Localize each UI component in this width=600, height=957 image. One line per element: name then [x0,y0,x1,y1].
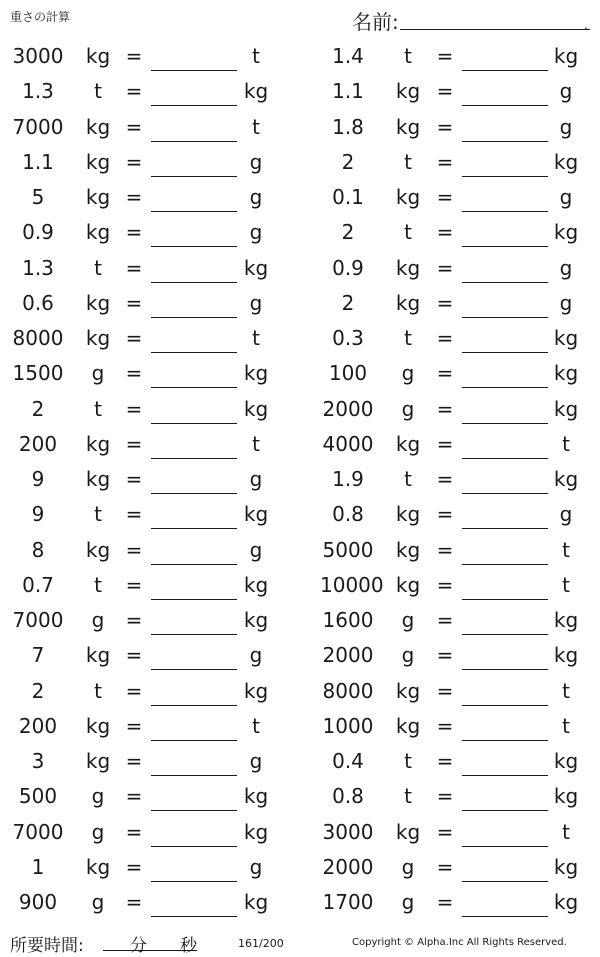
problem-value: 2000 [322,854,374,879]
equals-sign: = [436,290,454,315]
source-unit: g [401,890,415,914]
target-unit: t [252,713,260,738]
problem-value: 7000 [12,819,64,844]
name-dot: . [584,18,588,32]
answer-blank[interactable] [462,775,548,776]
problem-row [0,427,600,462]
source-unit: kg [85,326,111,350]
problem-value: 1.4 [332,44,364,68]
target-unit: g [249,185,263,209]
problem-value: 10000 [320,572,384,597]
source-unit: t [404,326,412,350]
target-unit: g [559,255,573,280]
source-unit: kg [85,713,111,738]
answer-blank[interactable] [462,669,548,670]
equals-sign: = [125,220,143,245]
source-unit: kg [85,149,111,174]
equals-sign: = [125,361,143,386]
problem-value: 1000 [322,713,374,738]
worksheet-title: 重さの計算 [10,10,71,24]
target-unit: t [562,713,570,738]
problem-value: 0.3 [332,326,364,350]
target-unit: kg [243,255,269,280]
problem-row [0,779,600,814]
equals-sign: = [125,44,143,68]
problem-row [0,392,600,427]
problem-row [0,321,600,356]
answer-blank[interactable] [151,211,237,212]
target-unit: t [562,537,570,562]
equals-sign: = [125,396,143,421]
problem-row [0,74,600,109]
source-unit: kg [395,537,421,562]
problem-value: 2 [341,290,355,315]
source-unit: kg [395,290,421,315]
target-unit: t [252,44,260,68]
source-unit: g [91,608,105,632]
equals-sign: = [436,114,454,139]
answer-blank[interactable] [462,282,548,283]
source-unit: g [401,643,415,668]
answer-blank[interactable] [151,775,237,776]
problem-value: 0.4 [332,749,364,773]
target-unit: g [249,537,263,562]
source-unit: kg [85,431,111,456]
target-unit: kg [553,361,579,386]
source-unit: t [404,467,412,491]
equals-sign: = [436,326,454,350]
source-unit: g [91,890,105,914]
equals-sign: = [436,502,454,527]
target-unit: kg [553,467,579,491]
problem-value: 0.8 [332,784,364,809]
source-unit: kg [85,44,111,68]
problem-value: 200 [18,431,58,456]
problem-value: 1600 [322,608,374,632]
equals-sign: = [125,784,143,809]
equals-sign: = [436,255,454,280]
source-unit: g [401,854,415,879]
equals-sign: = [436,44,454,68]
source-unit: kg [85,290,111,315]
problem-row [0,251,600,286]
problem-row [0,568,600,603]
problem-row [0,39,600,74]
source-unit: g [91,361,105,386]
answer-blank[interactable] [462,564,548,565]
answer-blank[interactable] [462,105,548,106]
answer-blank[interactable] [151,564,237,565]
problem-value: 1.8 [332,114,364,139]
problem-row [0,603,600,638]
equals-sign: = [436,643,454,668]
equals-sign: = [125,643,143,668]
minutes-label: 分 [130,936,147,956]
equals-sign: = [125,890,143,914]
answer-blank[interactable] [151,740,237,741]
target-unit: g [559,502,573,527]
answer-blank[interactable] [151,458,237,459]
problem-value: 100 [328,361,368,386]
target-unit: g [559,290,573,315]
answer-blank[interactable] [151,317,237,318]
target-unit: g [249,290,263,315]
equals-sign: = [436,396,454,421]
answer-blank[interactable] [151,846,237,847]
source-unit: kg [395,431,421,456]
problem-row [0,533,600,568]
problem-value: 1.1 [22,149,54,174]
equals-sign: = [125,114,143,139]
problem-row [0,356,600,391]
problem-row [0,497,600,532]
problem-value: 500 [18,784,58,809]
target-unit: t [252,114,260,139]
problem-value: 8000 [12,326,64,350]
problem-value: 200 [18,713,58,738]
answer-blank[interactable] [462,881,548,882]
problem-value: 0.7 [22,572,54,597]
target-unit: kg [553,220,579,245]
equals-sign: = [125,537,143,562]
source-unit: g [91,819,105,844]
equals-sign: = [125,185,143,209]
target-unit: kg [243,784,269,809]
equals-sign: = [436,713,454,738]
equals-sign: = [125,79,143,104]
target-unit: g [249,220,263,245]
source-unit: t [404,749,412,773]
problem-row [0,180,600,215]
problem-value: 9 [31,502,45,527]
answer-blank[interactable] [462,246,548,247]
copyright: Copyright © Alpha.Inc All Rights Reserved. [352,937,567,948]
target-unit: kg [553,326,579,350]
equals-sign: = [125,678,143,703]
target-unit: kg [243,572,269,597]
name-field [352,4,592,34]
equals-sign: = [125,467,143,491]
source-unit: t [94,255,102,280]
problem-row [0,885,600,920]
target-unit: kg [553,854,579,879]
source-unit: t [404,44,412,68]
equals-sign: = [125,854,143,879]
problem-value: 5 [31,185,45,209]
problem-row [0,215,600,250]
answer-blank[interactable] [462,423,548,424]
problem-row [0,709,600,744]
target-unit: kg [243,890,269,914]
answer-blank[interactable] [462,387,548,388]
problem-value: 0.1 [332,185,364,209]
problem-value: 3000 [12,44,64,68]
footer [0,929,600,957]
equals-sign: = [125,149,143,174]
answer-blank[interactable] [151,387,237,388]
problem-value: 2000 [322,643,374,668]
source-unit: t [404,220,412,245]
equals-sign: = [436,149,454,174]
equals-sign: = [436,608,454,632]
equals-sign: = [436,678,454,703]
source-unit: kg [395,819,421,844]
source-unit: kg [85,749,111,773]
problem-grid [0,39,600,920]
answer-blank[interactable] [151,916,237,917]
equals-sign: = [125,749,143,773]
target-unit: t [252,326,260,350]
name-line[interactable] [400,29,590,30]
answer-blank[interactable] [462,317,548,318]
target-unit: kg [243,819,269,844]
target-unit: t [562,431,570,456]
answer-blank[interactable] [462,599,548,600]
target-unit: kg [553,643,579,668]
source-unit: t [404,784,412,809]
target-unit: t [562,572,570,597]
problem-value: 7 [31,643,45,668]
problem-value: 2 [31,396,45,421]
problem-value: 1.3 [22,79,54,104]
problem-value: 8000 [322,678,374,703]
seconds-label: 秒 [180,936,197,956]
problem-value: 0.9 [22,220,54,245]
source-unit: kg [395,114,421,139]
equals-sign: = [125,326,143,350]
answer-blank[interactable] [151,810,237,811]
target-unit: kg [553,784,579,809]
problem-value: 2 [341,149,355,174]
source-unit: kg [395,678,421,703]
problem-value: 1.9 [332,467,364,491]
target-unit: kg [243,678,269,703]
answer-blank[interactable] [151,881,237,882]
equals-sign: = [436,784,454,809]
problem-value: 7000 [12,114,64,139]
source-unit: kg [395,502,421,527]
answer-blank[interactable] [151,599,237,600]
equals-sign: = [125,255,143,280]
source-unit: kg [85,643,111,668]
equals-sign: = [125,572,143,597]
source-unit: t [94,572,102,597]
equals-sign: = [125,290,143,315]
target-unit: kg [553,890,579,914]
problem-row [0,815,600,850]
problem-value: 900 [18,890,58,914]
answer-blank[interactable] [151,705,237,706]
equals-sign: = [436,749,454,773]
source-unit: t [94,79,102,104]
target-unit: kg [553,149,579,174]
source-unit: kg [85,537,111,562]
source-unit: t [94,678,102,703]
target-unit: g [249,643,263,668]
target-unit: kg [553,608,579,632]
source-unit: kg [395,572,421,597]
problem-value: 1 [31,854,45,879]
target-unit: g [559,114,573,139]
problem-value: 9 [31,467,45,491]
answer-blank[interactable] [462,634,548,635]
page-number: 161/200 [238,937,284,950]
problem-row [0,674,600,709]
equals-sign: = [436,431,454,456]
source-unit: kg [395,185,421,209]
source-unit: kg [85,185,111,209]
answer-blank[interactable] [462,528,548,529]
answer-blank[interactable] [151,669,237,670]
problem-value: 3000 [322,819,374,844]
answer-blank[interactable] [462,141,548,142]
equals-sign: = [436,220,454,245]
target-unit: kg [553,749,579,773]
source-unit: g [401,361,415,386]
target-unit: t [252,431,260,456]
problem-value: 1.1 [332,79,364,104]
equals-sign: = [436,819,454,844]
target-unit: t [562,678,570,703]
answer-blank[interactable] [151,70,237,71]
target-unit: kg [243,361,269,386]
problem-value: 0.8 [332,502,364,527]
target-unit: kg [243,79,269,104]
answer-blank[interactable] [462,705,548,706]
source-unit: g [91,784,105,809]
problem-row [0,145,600,180]
target-unit: g [559,79,573,104]
problem-value: 1700 [322,890,374,914]
equals-sign: = [436,890,454,914]
answer-blank[interactable] [462,493,548,494]
answer-blank[interactable] [462,70,548,71]
answer-blank[interactable] [462,916,548,917]
answer-blank[interactable] [151,423,237,424]
answer-blank[interactable] [151,141,237,142]
problem-row [0,110,600,145]
time-required-label: 所要時間: [10,936,84,956]
answer-blank[interactable] [151,493,237,494]
problem-value: 7000 [12,608,64,632]
equals-sign: = [436,361,454,386]
source-unit: t [94,502,102,527]
source-unit: g [401,608,415,632]
source-unit: kg [85,220,111,245]
problem-row [0,850,600,885]
target-unit: g [249,467,263,491]
answer-blank[interactable] [462,211,548,212]
target-unit: g [249,149,263,174]
answer-blank[interactable] [151,352,237,353]
equals-sign: = [436,185,454,209]
target-unit: kg [243,396,269,421]
equals-sign: = [436,79,454,104]
answer-blank[interactable] [151,246,237,247]
answer-blank[interactable] [151,528,237,529]
answer-blank[interactable] [151,282,237,283]
problem-value: 2000 [322,396,374,421]
target-unit: t [562,819,570,844]
target-unit: g [249,749,263,773]
problem-value: 8 [31,537,45,562]
answer-blank[interactable] [462,740,548,741]
equals-sign: = [436,537,454,562]
source-unit: kg [85,114,111,139]
equals-sign: = [125,502,143,527]
problem-value: 0.6 [22,290,54,315]
problem-row [0,744,600,779]
name-label: 名前: [352,10,399,34]
problem-row [0,462,600,497]
source-unit: kg [395,713,421,738]
problem-value: 1500 [12,361,64,386]
equals-sign: = [125,713,143,738]
problem-value: 2 [31,678,45,703]
problem-row [0,286,600,321]
problem-value: 0.9 [332,255,364,280]
target-unit: kg [243,608,269,632]
problem-value: 5000 [322,537,374,562]
equals-sign: = [436,572,454,597]
answer-blank[interactable] [462,458,548,459]
source-unit: kg [85,467,111,491]
problem-value: 1.3 [22,255,54,280]
equals-sign: = [125,431,143,456]
source-unit: t [94,396,102,421]
equals-sign: = [125,608,143,632]
answer-blank[interactable] [462,810,548,811]
answer-blank[interactable] [462,846,548,847]
target-unit: g [249,854,263,879]
source-unit: kg [395,255,421,280]
equals-sign: = [436,854,454,879]
answer-blank[interactable] [151,105,237,106]
source-unit: g [401,396,415,421]
answer-blank[interactable] [462,176,548,177]
source-unit: t [404,149,412,174]
problem-value: 2 [341,220,355,245]
problem-row [0,638,600,673]
answer-blank[interactable] [462,352,548,353]
equals-sign: = [125,819,143,844]
equals-sign: = [436,467,454,491]
source-unit: kg [85,854,111,879]
target-unit: kg [553,396,579,421]
problem-value: 4000 [322,431,374,456]
answer-blank[interactable] [151,176,237,177]
problem-value: 3 [31,749,45,773]
target-unit: kg [553,44,579,68]
source-unit: kg [395,79,421,104]
target-unit: g [559,185,573,209]
target-unit: kg [243,502,269,527]
answer-blank[interactable] [151,634,237,635]
